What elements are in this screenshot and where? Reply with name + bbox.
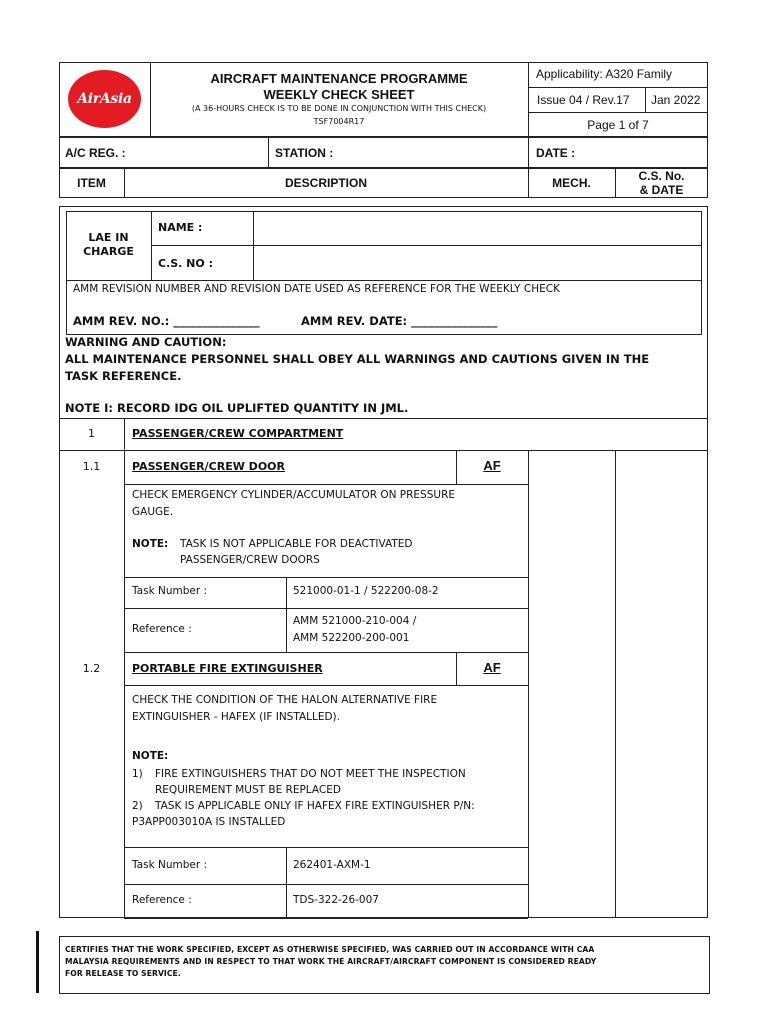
item-number: 1.1: [82, 460, 101, 473]
amm-instruction: AMM REVISION NUMBER AND REVISION DATE USED AS REFERENCE FOR THE WEEKLY CHECK: [73, 283, 561, 295]
reference-value-line2: AMM 522200-200-001: [293, 632, 410, 644]
item-description-line2: GAUGE.: [132, 506, 174, 518]
note-1-number: 1): [132, 768, 143, 780]
note-2-text: TASK IS APPLICABLE ONLY IF HAFEX FIRE EXTINGUISHER P/N:: [155, 800, 475, 812]
item-description: CHECK EMERGENCY CYLINDER/ACCUMULATOR ON PRESSURE: [132, 489, 456, 501]
logo-text: AirAsia: [77, 91, 132, 107]
cs-date-column-header: & DATE: [639, 183, 684, 197]
lae-label-line2: CHARGE: [83, 245, 134, 258]
cs-no-column-header: C.S. No.: [638, 169, 685, 183]
section-number: 1: [88, 427, 95, 440]
item-code: AF: [483, 458, 501, 473]
mech-column-header: MECH.: [552, 176, 591, 190]
task-number-label: Task Number :: [132, 585, 208, 597]
task-number-value: 521000-01-1 / 522200-08-2: [293, 585, 439, 597]
certification-text-line3: FOR RELEASE TO SERVICE.: [65, 969, 181, 978]
document-code: TSF7004R17: [313, 117, 365, 126]
lae-name-label: NAME :: [158, 221, 203, 234]
item-note-label: NOTE:: [132, 538, 169, 550]
reference-label: Reference :: [132, 623, 192, 635]
warning-text: ALL MAINTENANCE PERSONNEL SHALL OBEY ALL WARNINGS AND CAUTIONS GIVEN IN THE: [65, 352, 650, 366]
note-1-text: FIRE EXTINGUISHERS THAT DO NOT MEET THE INSPECTION: [155, 768, 466, 780]
section-title: PASSENGER/CREW COMPARTMENT: [132, 427, 344, 440]
item-note-text-line2: PASSENGER/CREW DOORS: [180, 554, 320, 566]
document-subtitle: WEEKLY CHECK SHEET: [263, 87, 415, 102]
note-1-text-line2: REQUIREMENT MUST BE REPLACED: [155, 784, 341, 796]
amm-rev-no-field: AMM REV. NO.: _______________: [73, 314, 260, 328]
airasia-logo: [68, 70, 141, 128]
document-note: (A 36-HOURS CHECK IS TO BE DONE IN CONJUNCTION WITH THIS CHECK): [191, 104, 487, 113]
ac-reg-label: A/C REG. :: [65, 146, 126, 160]
task-number-label: Task Number :: [132, 859, 208, 871]
lae-cs-no-label: C.S. NO :: [158, 257, 213, 270]
note-2-text-line2: P3APP003010A IS INSTALLED: [132, 816, 286, 828]
reference-value: TDS-322-26-007: [293, 894, 379, 906]
station-label: STATION :: [275, 146, 334, 160]
note-2-number: 2): [132, 800, 143, 812]
amm-rev-date-field: AMM REV. DATE: _______________: [301, 314, 498, 328]
task-number-value: 262401-AXM-1: [293, 859, 371, 871]
warning-title: WARNING AND CAUTION:: [65, 335, 227, 349]
applicability: Applicability: A320 Family: [536, 67, 673, 81]
certification-text-line2: MALAYSIA REQUIREMENTS AND IN RESPECT TO THAT WORK THE AIRCRAFT/AIRCRAFT COMPONENT IS CONSIDERED READY: [65, 957, 597, 966]
reference-value: AMM 521000-210-004 /: [293, 615, 417, 627]
item-code: AF: [483, 660, 501, 675]
warning-text-line2: TASK REFERENCE.: [65, 369, 182, 383]
document-title: AIRCRAFT MAINTENANCE PROGRAMME: [210, 71, 468, 86]
item-note-text: TASK IS NOT APPLICABLE FOR DEACTIVATED: [180, 538, 413, 550]
idg-oil-note: NOTE I: RECORD IDG OIL UPLIFTED QUANTITY IN JML.: [65, 401, 409, 415]
lae-label: LAE IN: [88, 231, 129, 244]
description-column-header: DESCRIPTION: [284, 176, 367, 190]
item-note-label: NOTE:: [132, 750, 169, 762]
issue-date: Jan 2022: [651, 93, 701, 107]
item-description: CHECK THE CONDITION OF THE HALON ALTERNATIVE FIRE: [132, 694, 438, 706]
margin-bar: [36, 931, 39, 993]
item-number: 1.2: [82, 662, 101, 675]
issue-revision: Issue 04 / Rev.17: [537, 93, 630, 107]
reference-label: Reference :: [132, 894, 192, 906]
item-column-header: ITEM: [77, 176, 106, 190]
certification-text: CERTIFIES THAT THE WORK SPECIFIED, EXCEPT AS OTHERWISE SPECIFIED, WAS CARRIED OUT IN ACCORDANCE WITH CAA: [65, 945, 595, 954]
item-title: PORTABLE FIRE EXTINGUISHER: [132, 662, 323, 675]
date-label: DATE :: [536, 146, 576, 160]
item-description-line2: EXTINGUISHER - HAFEX (IF INSTALLED).: [132, 711, 340, 723]
item-title: PASSENGER/CREW DOOR: [132, 460, 285, 473]
page-number: Page 1 of 7: [587, 118, 649, 132]
